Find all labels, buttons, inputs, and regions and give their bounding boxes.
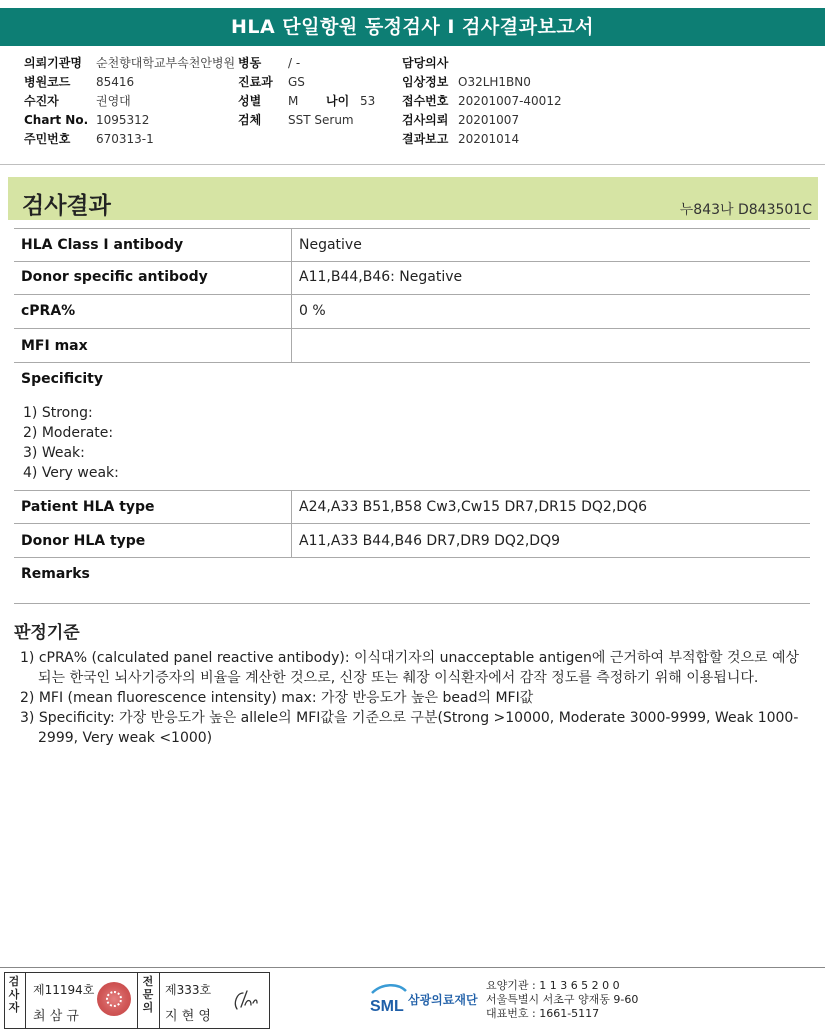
org-info: [486, 979, 638, 1021]
specificity-label: Specificity: [21, 371, 103, 387]
footer-divider: [0, 967, 825, 968]
result-row-remarks: [14, 558, 810, 604]
cell-separator: [25, 973, 26, 1028]
seal-stamp-icon: [97, 982, 131, 1016]
info-row-resident-no: 주민번호 670313-1: [24, 132, 154, 146]
header-divider: [0, 164, 825, 165]
criteria-item-cpra: 1) cPRA% (calculated panel reactive antibody): 이식대기자의 unacceptable antigen에 근거하여 부적합할 것으로 예상되는 한국인 뇌사기증자의 비율을 계산한 것으로, 신장 또는 췌장 이식환자에서 감작 정도를 측정하기 위해 이용됩니다.: [20, 650, 800, 686]
info-row-patient-name: 수진자 권영대: [24, 94, 131, 108]
specificity-list: [23, 403, 119, 483]
specificity-strong: 1) Strong:: [23, 405, 93, 421]
info-row-clinical-info: 임상정보 O32LH1BN0: [402, 75, 531, 89]
signature-icon: [229, 985, 261, 1015]
info-row-department: 진료과 GS: [238, 75, 305, 89]
org-info-line: 요양기관 : 1 1 3 6 5 2 0 0: [486, 979, 620, 992]
cell-separator: [137, 973, 138, 1028]
patient-info-col2: [238, 54, 375, 130]
row-split: [291, 491, 292, 523]
examiner-no: 제11194호: [33, 983, 95, 997]
cell-separator: [159, 973, 160, 1028]
row-split: [291, 261, 292, 294]
result-row-patient-hla: Patient HLA type A24,A33 B51,B58 Cw3,Cw15 DR7,DR15 DQ2,DQ6: [14, 491, 810, 524]
result-row-hla-class1: HLA Class Ⅰ antibody Negative: [14, 228, 810, 262]
info-row-report-date: 결과보고 20201014: [402, 132, 520, 146]
confirmer-label: 전 문 의: [142, 975, 154, 1014]
result-code: 누843나 D843501C: [679, 202, 812, 218]
row-split: [291, 295, 292, 328]
result-row-donor-specific: Donor specific antibody A11,B44,B46: Negative: [14, 261, 810, 295]
patient-info-col3: [402, 54, 562, 149]
result-row-mfi-max: MFI max: [14, 329, 810, 363]
criteria-title: 판정기준: [14, 623, 80, 643]
result-row-cpra: cPRA% 0 %: [14, 295, 810, 329]
logo-text: SML: [370, 998, 404, 1015]
info-row-chart-no: Chart No. 1095312: [24, 113, 150, 127]
row-split: [291, 524, 292, 557]
info-row-receipt-no: 접수번호 20201007-40012: [402, 94, 562, 108]
remarks-label: Remarks: [21, 566, 90, 582]
signature-box: [4, 972, 270, 1029]
patient-info-col1: [24, 54, 235, 149]
age-label: 나이: [326, 94, 350, 108]
info-row-specimen: 검체 SST Serum: [238, 113, 354, 127]
age-value: 53: [360, 94, 376, 108]
info-row-ward: 병동 / -: [238, 56, 301, 70]
org-info-line: 서울특별시 서초구 양재동 9-60: [486, 993, 639, 1006]
info-row-request-date: 검사의뢰 20201007: [402, 113, 520, 127]
report-title: HLA 단일항원 동정검사 I 검사결과보고서: [0, 8, 825, 46]
specificity-weak: 3) Weak:: [23, 445, 85, 461]
info-row-sex: 성별 M 나이 53: [238, 92, 375, 111]
result-band: [8, 177, 818, 220]
criteria-item-specificity: 3) Specificity: 가장 반응도가 높은 allele의 MFI값을 기준으로 구분(Strong >10000, Moderate 3000-9999, Weak 1000-2999, Very weak <1000): [20, 710, 799, 746]
specificity-very-weak: 4) Very weak:: [23, 465, 119, 481]
org-name: 삼광의료재단: [408, 993, 478, 1007]
org-info-line: 대표번호 : 1661-5117: [486, 1007, 600, 1020]
examiner-label: 검 사 자: [8, 975, 20, 1014]
specificity-moderate: 2) Moderate:: [23, 425, 114, 441]
result-row-specificity: [14, 363, 810, 491]
info-row-institution: 의뢰기관명 순천향대학교부속천안병원: [24, 56, 236, 70]
info-row-hospital-code: 병원코드 85416: [24, 75, 135, 89]
row-split: [291, 229, 292, 261]
examiner-name: 최 삼 규: [33, 1009, 79, 1024]
confirmer-no: 제333호: [165, 983, 212, 997]
confirmer-name: 지 현 영: [165, 1009, 211, 1024]
info-row-doctor: 담당의사: [402, 56, 449, 70]
criteria-list: [20, 648, 810, 748]
result-row-donor-hla: Donor HLA type A11,A33 B44,B46 DR7,DR9 DQ2,DQ9: [14, 524, 810, 558]
criteria-item-mfi: 2) MFI (mean fluorescence intensity) max: 가장 반응도가 높은 bead의 MFI값: [20, 690, 534, 706]
result-title: 검사결과: [22, 193, 111, 219]
row-split: [291, 329, 292, 362]
